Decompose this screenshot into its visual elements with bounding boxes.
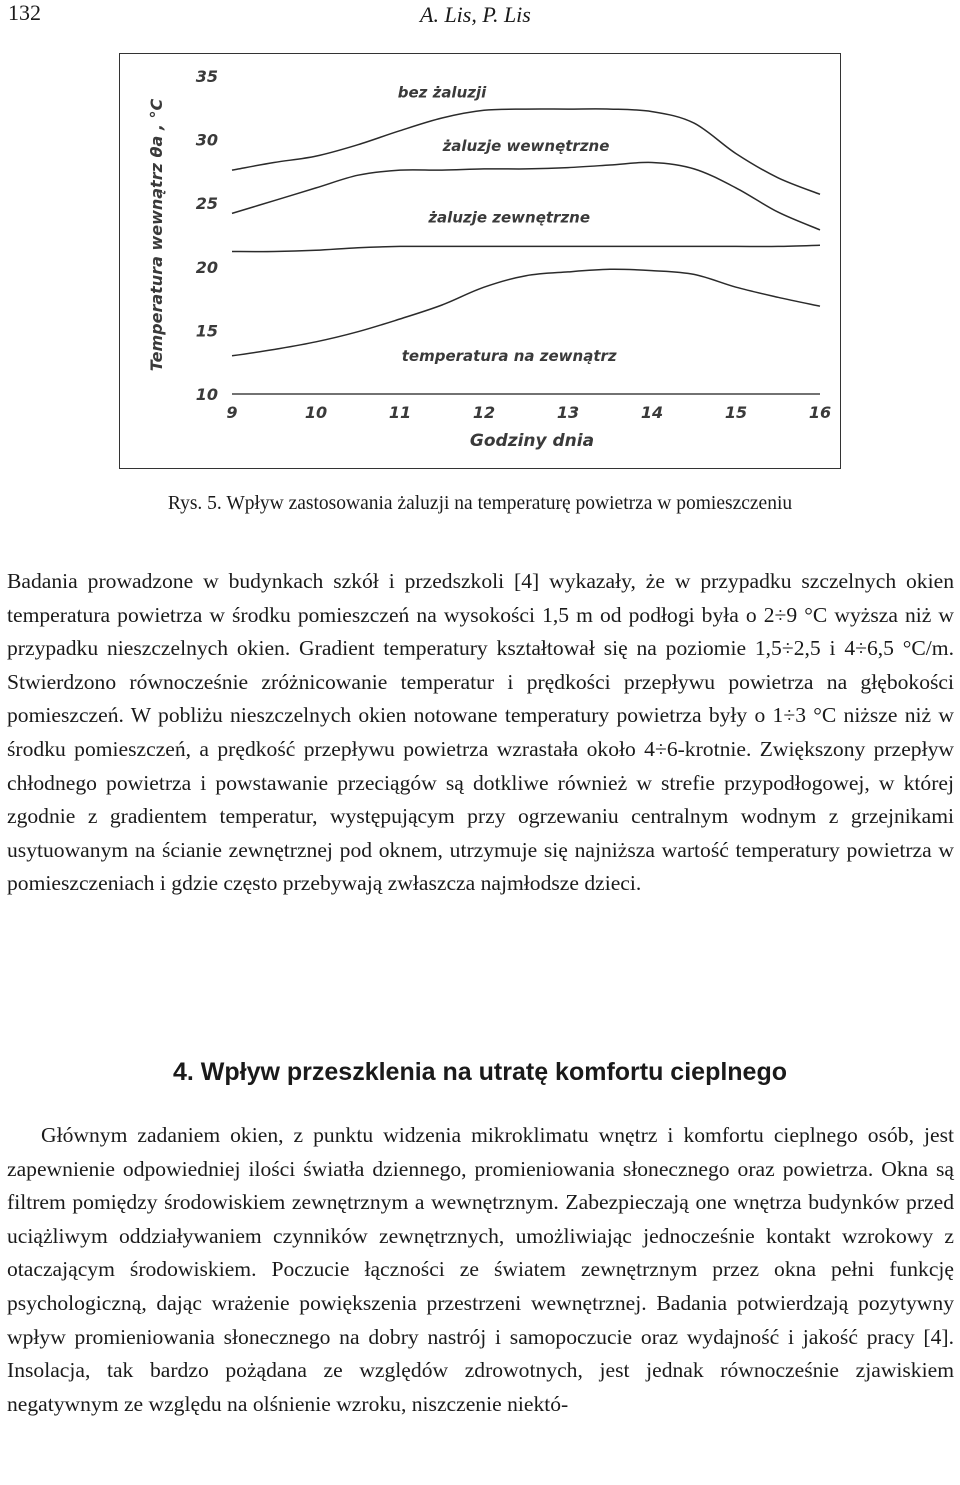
x-tick-label: 14 (640, 403, 664, 422)
x-tick-label: 9 (226, 403, 238, 422)
x-tick-label: 10 (304, 403, 328, 422)
y-tick-label: 35 (195, 67, 218, 86)
series-label-3: żaluzje zewnętrzne (428, 208, 591, 227)
paragraph-2-text (7, 1119, 954, 1421)
y-axis-label: Temperatura wewnątrz θa , °C (147, 98, 166, 372)
paragraph-2-content: Głównym zadaniem okien, z punktu widzenia mikroklimatu wnętrz i komfortu cieplnego osób, jest zapewnienie odpowiedniej ilości światła dziennego, promieniowania słonecznego oraz powietrza. Okna są filtrem pomiędzy środowiskiem zewnętrznym a wewnętrznym. Zabezpieczają one wnętrza budynków przed uciążliwym oddziaływaniem czynników zewnętrznych, umożliwiając jednocześnie kontakt wzrokowy z otaczającym środowiskiem. Poczucie łączności ze światem zewnętrznym przez okna pełni funkcję psychologiczną, dając wrażenie powiększenia przestrzeni wewnętrznej. Badania potwierdzają pozytywny wpływ promieniowania słonecznego na dobry nastrój i samopoczucie oraz wydajność i jakość pracy [4]. Insolacja, tak bardzo pożądana ze względów zdrowotnych, jest jednak równocześnie zjawiskiem negatywnym ze względu na olśnienie wzroku, niszczenie niektó- (7, 1123, 954, 1416)
y-tick-label: 15 (195, 321, 218, 341)
x-axis-label: Godziny dnia (469, 431, 595, 451)
x-tick-label: 15 (724, 403, 748, 422)
paragraph-1 (7, 565, 954, 901)
temperature-chart (120, 54, 839, 467)
page-header (0, 0, 960, 30)
y-tick-label: 10 (195, 385, 218, 404)
series-label-4: temperatura na zewnątrz (401, 346, 617, 365)
x-tick-label: 11 (388, 403, 412, 422)
series-label-1: bez żaluzji (397, 83, 487, 102)
y-tick-label: 20 (195, 257, 218, 277)
series-line-3 (232, 245, 820, 251)
y-tick-label: 30 (195, 130, 218, 150)
x-tick-label: 12 (472, 403, 496, 422)
running-authors: A. Lis, P. Lis (420, 2, 531, 27)
section-heading: 4. Wpływ przeszklenia na utratę komfortu cieplnego (172, 1058, 787, 1086)
series-label-2: żaluzje wewnętrzne (442, 137, 610, 156)
figure-caption: Rys. 5. Wpływ zastosowania żaluzji na temperaturę powietrza w pomieszczeniu (167, 493, 793, 514)
x-tick-label: 13 (556, 403, 580, 422)
y-tick-label: 25 (195, 194, 218, 214)
paragraph-1-text: Badania prowadzone w budynkach szkół i przedszkoli [4] wykazały, że w przypadku szczelnych okien temperatura powietrza w środku pomieszczeń na wysokości 1,5 m od podłogi była o 2÷9 °C wyższa niż w przypadku nieszczelnych okien. Gradient temperatury kształtował się na poziomie 1,5÷2,5 i 4÷6,5 °C/m. Stwierdzono równocześnie zróżnicowanie temperatur i prędkości przepływu powietrza na głębokości pomieszczeń. W pobliżu nieszczelnych okien notowane temperatury powietrza były o 1÷3 °C niższe niż w środku pomieszczeń, a prędkość przepływu powietrza wzrastała około 4÷6-krotnie. Zwiększony przepływ chłodnego powietrza i powstawanie przeciągów są dotkliwe również w strefie przypodłogowej, w której zgodnie z gradientem temperatur, występującym przy ogrzewaniu centralnym wodnym z grzejnikami usytuowanym na ścianie zewnętrznej pod oknem, utrzymuje się najniższa wartość temperatury powietrza w pomieszczeniach i gdzie często przebywają zwłaszcza najmłodsze dzieci. (7, 569, 954, 896)
paragraph-2 (7, 1119, 954, 1421)
figure-frame (119, 53, 841, 469)
x-tick-label: 16 (808, 403, 832, 422)
series-line-4 (232, 269, 820, 356)
page-number: 132 (8, 0, 41, 25)
